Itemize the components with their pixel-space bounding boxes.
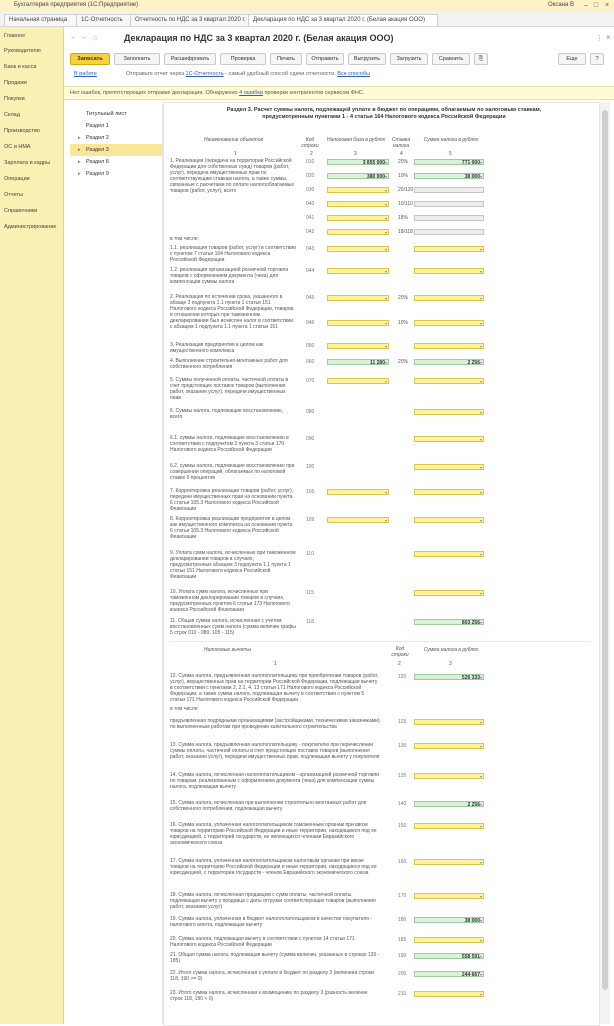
tax-amount-field[interactable] [414,215,484,221]
nav-item-label: Раздел 8 [86,159,109,165]
row-code: 070 [306,378,315,384]
nav-item-label: Раздел 9 [86,171,109,177]
dropdown-arrow-icon[interactable]: ▾ [479,269,482,274]
col-tax-header: Сумма налога в рублях [423,137,479,143]
tab-vat-declaration[interactable]: Декларация по НДС за 3 квартал 2020 г. (Белая акация ООО) [248,14,438,26]
dropdown-arrow-icon[interactable]: ▾ [479,518,482,523]
deduction-label: 22. Итого сумма налога, исчисленная к уплате в бюджет по разделу 3 (величина строки 118, 190 >= 0) [170,970,374,982]
row-label: 10. Уплата сумм налога, исчисленных при таможенном декларировании товаров в случаях, предусмотренных пунктом 6 статьи 173 Налогового кодекса Российской Федерации [170,589,290,611]
tax-base-field[interactable] [327,320,389,326]
input-value: 771 000 [461,160,480,166]
deduction-amount-field[interactable] [414,937,484,943]
deduction-code: 210 [398,991,407,997]
row-label: 1.1. реализация товаров (работ, услуг) в соответствии с пунктом 7 статьи 164 Налогового кодекса Российской Федерации [170,245,296,263]
dropdown-arrow-icon[interactable]: ▾ [479,296,482,301]
row-code: 110 [306,551,314,557]
dropdown-arrow-icon[interactable]: ▾ [479,247,482,252]
deduction-amount-field[interactable] [414,743,484,749]
deduction-amount-field[interactable] [414,991,484,997]
ded-num-2: 2 [398,661,401,667]
row-label: 6.2. суммы налога, подлежащие восстановлению при совершении операций, облагаемых по налоговой ставке 0 процентов [170,463,295,481]
expand-arrow-icon[interactable]: ▸ [78,135,81,141]
scroll-thumb[interactable] [602,110,608,990]
deduction-code: 180 [398,917,407,923]
row-rate: 20% [398,159,409,165]
row-rate: 20% [398,295,409,301]
save-button[interactable]: Записать [70,53,110,65]
dropdown-arrow-icon[interactable]: ▾ [384,202,387,207]
error-banner [64,86,614,100]
deduction-code: 125 [398,719,407,725]
send-note-tail: - самый удобный способ сдачи отчетности. [225,71,336,77]
nav-item-1[interactable] [70,120,162,132]
dropdown-arrow-icon[interactable]: ▾ [384,269,387,274]
dropdown-arrow-icon[interactable]: ▾ [479,160,482,165]
tax-base-field[interactable] [327,378,389,384]
tax-base-field[interactable] [327,343,389,349]
close-icon[interactable]: × [604,2,610,9]
tax-amount-field[interactable] [414,590,484,596]
send-note: Отправьте отчет через [126,71,184,77]
deduction-code: 200 [398,971,407,977]
sidebar [0,27,64,1024]
nav-item-4[interactable] [70,156,162,168]
row-label: 3. Реализация предприятия в целом как имущественного комплекса [170,342,264,354]
tab-bar [0,12,614,27]
dropdown-arrow-icon[interactable]: ▾ [479,437,482,442]
deduction-code: 120 [398,674,407,680]
tax-amount-field [414,173,484,179]
row-label: 1.2. реализация организацией розничной торговли товаров с оформлением документа (чека) для компенсации суммы налога [170,267,289,285]
decode-button[interactable]: Расшифровать [164,53,216,65]
deduction-amount-field [414,971,484,977]
expand-arrow-icon[interactable]: ▸ [78,171,81,177]
deduction-label: 17. Сумма налога, уплаченная налогоплательщиком налоговым органам при ввозе товаров на территорию Российской Федерации и иные территории, находящиеся под ее юрисдикцией, с территории государств - членов Евразийского экономического союза [170,858,377,876]
row-label: 6. Суммы налога, подлежащие восстановлению, всего [170,408,284,420]
dropdown-arrow-icon[interactable]: ▾ [479,918,482,923]
sidebar-item-3[interactable]: Продажи [4,80,27,86]
input-value: 38 000 [464,918,480,924]
sidebar-item-7[interactable]: ОС и НМА [4,144,31,150]
print-button[interactable]: Печать [270,53,302,65]
reporting-service-link[interactable]: 1С-Отчетность [185,71,224,77]
tax-base-field[interactable] [327,187,389,193]
maximize-icon[interactable]: □ [593,2,599,9]
row-label: 5. Суммы полученной оплаты, частичной оплаты в счет предстоящих поставок товаров (выполнения работ, оказания услуг), передачи имущественных прав [170,377,289,399]
row-code: 050 [306,343,315,349]
tab-home[interactable]: Начальная страница [4,14,80,26]
dropdown-arrow-icon[interactable]: ▾ [479,972,482,977]
dropdown-arrow-icon[interactable]: ▾ [479,675,482,680]
dropdown-arrow-icon[interactable]: ▾ [479,591,482,596]
row-label: 8. Корректировка реализации предприятия в целом как имущественного комплекса на основании пункта 6 статьи 105.3 Налогового кодекса Российской Федерации [170,516,293,538]
error-tail: проверки контрагентов сервисом ФНС. [264,90,365,96]
error-text: Нет ошибок, препятствующих отправке декларации. Обнаружено [70,90,238,96]
compare-button[interactable]: Сравнить [432,53,470,65]
tax-amount-field[interactable] [414,295,484,301]
col-num-5: 5 [449,151,452,157]
dropdown-arrow-icon[interactable]: ▾ [384,379,387,384]
tax-amount-field[interactable] [414,489,484,495]
deduction-code: 160 [398,859,407,865]
deduction-label: 20. Сумма налога, подлежащая вычету в соответствии с пунктом 14 статьи 171 Налогового кодекса Российской Федерации [170,936,355,948]
ded-col-1-header: Налоговые вычеты [204,647,252,653]
deduction-amount-field[interactable] [414,893,484,899]
row-code: 100 [306,464,315,470]
input-value: 558 591 [461,954,480,960]
col-num-2: 2 [310,151,313,157]
input-value: 803 256 [461,620,480,626]
deduction-amount-field[interactable] [414,823,484,829]
deduction-label: 13. Сумма налога, предъявленная налогоплательщику - покупателю при перечислении суммы оплаты, частичной оплаты в счет предстоящих поставок товаров (выполнения работ, оказания услуг), передачи имущественных прав, подлежащая вычету у покупателя [170,742,380,760]
nav-item-3[interactable] [70,144,162,156]
deduction-label: 12. Сумма налога, предъявленная налогоплательщику при приобретении товаров (работ, услуг), имущественных прав на территории Российской Федерации, подлежащая вычету в соответствии с пунктами 2, 2.1, 4, 13 статьи 171 Налогового кодекса Российской Федерации, а также сумма налога, подлежащая вычету в соответствии с пунктом 5 статьи 171 Налогового кодекса Российской Федерации [170,673,379,703]
tab-1c-reporting[interactable]: 1С-Отчетность [76,14,134,26]
row-rate: 10/110 [398,201,413,207]
dropdown-arrow-icon[interactable]: ▾ [479,992,482,997]
row-label: 11. Общая сумма налога, исчисленная с учетом восстановленных сумм налога (сумма величин графы 5 строк 010 - 080, 105 - 115) [170,618,296,636]
tax-base-field[interactable] [327,268,389,274]
row-code: 041 [306,215,315,221]
input-value: 380 000 [366,174,385,180]
dropdown-arrow-icon[interactable]: ▾ [384,490,387,495]
tax-base-field[interactable] [327,489,389,495]
tax-base-field [327,159,389,165]
app-title: Бухгалтерия предприятия (1С:Предприятие) [14,2,139,8]
expand-arrow-icon[interactable]: ▸ [78,159,81,165]
deduction-label: 16. Сумма налога, уплаченная налогоплательщиком таможенным органам при ввозе товаров на территорию Российской Федерации и иные территории, находящиеся под ее юрисдикцией, с территорий государств, не являющихся членами Евразийского экономического союза [170,822,377,846]
ded-col-3-header: Сумма налога в рублях [423,647,479,653]
tax-amount-field[interactable] [414,551,484,557]
dropdown-arrow-icon[interactable]: ▾ [479,954,482,959]
tax-base-field [327,359,389,365]
dropdown-arrow-icon[interactable]: ▾ [479,344,482,349]
row-rate: 20/120 [398,187,414,193]
dropdown-arrow-icon[interactable]: ▾ [479,620,482,625]
row-rate: 20% [398,359,409,365]
more-button[interactable]: Еще [558,53,586,65]
tax-amount-field[interactable] [414,187,484,193]
row-code: 060 [306,359,315,365]
tax-amount-field[interactable] [414,246,484,252]
tax-amount-field[interactable] [414,517,484,523]
row-code: 042 [306,229,315,235]
link-icon[interactable]: ⋮ [596,35,603,42]
dropdown-arrow-icon[interactable]: ▾ [479,379,482,384]
row-code: 044 [306,268,315,274]
dropdown-arrow-icon[interactable]: ▾ [479,552,482,557]
nav-item-0[interactable] [70,108,162,120]
input-value: 11 280 [369,360,385,366]
tax-base-field[interactable] [327,517,389,523]
row-code: 080 [306,409,315,415]
help-button[interactable]: ? [590,53,604,65]
deduction-amount-field[interactable] [414,719,484,725]
tax-base-field[interactable] [327,215,389,221]
section-title: Раздел 3. Расчет суммы налога, подлежащей уплате в бюджет по операциям, облагаемым по налоговым ставкам, предусмотренным пунктами 1 - 4 статьи 164 Налогового кодекса Российской Федерации [226,107,542,120]
row-label: 9. Уплата сумм налога, исчисленных при таможенном декларировании товаров в случаях, предусмотренных абзацем 3 подпункта 1.1 пункта 1 статьи 151 Налогового кодекса Российской Федерации [170,550,296,578]
dropdown-arrow-icon[interactable]: ▾ [384,188,387,193]
ded-col-2-header: Код строки [391,646,409,658]
dropdown-arrow-icon[interactable]: ▾ [384,344,387,349]
ded-num-1: 1 [274,661,277,667]
input-value: 244 667 [461,972,480,978]
row-rate: 10% [398,320,409,326]
nav-item-2[interactable] [70,132,162,144]
sidebar-item-9[interactable]: Операции [4,176,30,182]
sidebar-item-1[interactable]: Руководителю [4,48,41,54]
dropdown-arrow-icon[interactable]: ▾ [479,410,482,415]
deduction-amount-field[interactable] [414,859,484,865]
dropdown-arrow-icon[interactable]: ▾ [384,518,387,523]
tax-amount-field[interactable] [414,229,484,235]
row-code: 043 [306,246,315,252]
deduction-label: 23. Итого сумма налога, исчисленная к возмещению по разделу 3 (разность величин строк 118, 190 < 0) [170,990,368,1002]
dropdown-arrow-icon[interactable]: ▾ [384,321,387,326]
export-button[interactable]: Выгрузить [348,53,386,65]
tax-amount-field [414,619,484,625]
send-button[interactable]: Отправить [306,53,344,65]
row-code: 030 [306,187,315,193]
row-code: 115 [306,590,314,596]
tab-vat-reporting[interactable]: Отчетность по НДС за 3 квартал 2020 г. [130,14,252,26]
row-code: 020 [306,173,315,179]
fill-button[interactable]: Заполнить [114,53,160,65]
nav-item-label: Раздел 2 [86,135,109,141]
row-code: 118 [306,619,314,625]
deduction-amount-field[interactable] [414,773,484,779]
sidebar-item-5[interactable]: Склад [4,112,20,118]
row-code: 109 [306,517,315,523]
col-base-header: Налоговая база в рублях [326,137,386,143]
deduction-code: 190 [398,953,407,959]
tax-amount-field[interactable] [414,320,484,326]
dropdown-arrow-icon[interactable]: ▾ [479,824,482,829]
sidebar-item-4[interactable]: Покупки [4,96,25,102]
status-link[interactable]: В работе [74,71,97,77]
errors-link[interactable]: 4 ошибки [239,90,263,96]
vertical-scrollbar[interactable] [600,102,610,1024]
deduction-label: в том числе: [170,706,199,712]
tax-amount-field [414,359,484,365]
row-code: 046 [306,320,315,326]
dropdown-arrow-icon[interactable]: ▾ [479,860,482,865]
deduction-amount-field [414,917,484,923]
sidebar-item-0[interactable]: Главное [4,33,26,39]
back-arrow-icon[interactable]: ← [70,34,77,41]
dropdown-arrow-icon[interactable]: ▾ [479,774,482,779]
row-code: 090 [306,436,315,442]
import-button[interactable]: Загрузить [390,53,428,65]
sidebar-item-8[interactable]: Зарплата и кадры [4,160,51,166]
tax-amount-field[interactable] [414,436,484,442]
row-label: 6.1. суммы налога, подлежащие восстановлению в соответствии с подпунктом 3 пункта 3 статьи 170 Налогового кодекса Российской Федерации [170,435,289,453]
dropdown-arrow-icon[interactable]: ▾ [479,894,482,899]
ded-num-3: 3 [449,661,452,667]
sidebar-item-6[interactable]: Производство [4,128,40,134]
deduction-code: 135 [398,773,407,779]
all-methods-link[interactable]: Все способы [337,71,370,77]
deduction-code: 170 [398,893,407,899]
forward-arrow-icon[interactable]: → [80,34,87,41]
tax-amount-field[interactable] [414,268,484,274]
dropdown-arrow-icon[interactable]: ▾ [479,360,482,365]
nav-item-label: Раздел 3 [86,147,109,153]
tax-amount-field[interactable] [414,201,484,207]
tax-amount-field[interactable] [414,378,484,384]
row-code: 040 [306,201,315,207]
deduction-label: 15. Сумма налога, исчисленная при выполнении строительно-монтажных работ для собственного потребления, подлежащая вычету [170,800,367,812]
deduction-code: 140 [398,801,407,807]
sidebar-item-11[interactable]: Справочники [4,208,38,214]
deduction-label: 21. Общая сумма налога, подлежащая вычету (сумма величин, указанных в строках 120 - 185) [170,952,380,964]
nav-item-label: Раздел 1 [86,123,109,129]
input-value: 3 855 000 [362,160,385,166]
dropdown-arrow-icon[interactable]: ▾ [479,174,482,179]
dropdown-arrow-icon[interactable]: ▾ [479,744,482,749]
input-value: 2 256 [467,802,480,808]
declaration-form [163,102,600,1026]
user-name[interactable]: Оксана В [548,2,575,8]
tax-base-field[interactable] [327,246,389,252]
dropdown-arrow-icon[interactable]: ▾ [479,938,482,943]
sidebar-item-12[interactable]: Администрирование [4,224,57,230]
minimize-icon[interactable]: – [584,2,588,9]
sidebar-item-10[interactable]: Отчеты [4,192,24,198]
deduction-code: 130 [398,743,407,749]
row-label: 2. Реализация по истечении срока, указанного в абзаце 3 подпункта 1.1 пункта 1 статьи 151 Налогового кодекса Российской Федерации, товаров, в отношении которых при таможенном декларировании был исчислен налог в соответствии с абзацем 1 подпункта 1.1 пункта 1 статьи 151 [170,294,295,330]
section-nav [70,104,163,1024]
row-label: в том числе: [170,236,199,242]
deduction-amount-field [414,674,484,680]
dropdown-arrow-icon[interactable]: ▾ [384,296,387,301]
page-title: Декларация по НДС за 3 квартал 2020 г. (Белая акация ООО) [124,33,394,43]
deduction-code: 185 [398,937,407,943]
dropdown-arrow-icon[interactable]: ▾ [479,802,482,807]
tax-amount-field [414,159,484,165]
tax-amount-field[interactable] [414,343,484,349]
col-rate-header: Ставка налога [391,137,411,149]
nav-item-label: Титульный лист [86,111,127,117]
dropdown-arrow-icon[interactable]: ▾ [384,247,387,252]
input-value: 38 000 [464,174,480,180]
deduction-label: предъявленная подрядными организациями (застройщиками, техническими заказчиками) по выполненным работам при проведении капитального строительства [170,718,380,730]
dropdown-arrow-icon[interactable]: ▾ [479,321,482,326]
expand-arrow-icon[interactable]: ▸ [78,147,81,153]
deduction-amount-field [414,953,484,959]
col-num-4: 4 [400,151,403,157]
section-divider [170,641,590,642]
col-code-header: Код строки [301,137,319,149]
attach-icon[interactable]: ⎘ [474,53,488,65]
deduction-code: 150 [398,823,407,829]
dropdown-arrow-icon[interactable]: ▾ [384,160,387,165]
tax-base-field[interactable] [327,201,389,207]
tax-base-field[interactable] [327,295,389,301]
dropdown-arrow-icon[interactable]: ▾ [479,465,482,470]
dropdown-arrow-icon[interactable]: ▾ [384,174,387,179]
tax-base-field [327,173,389,179]
row-rate: 10% [398,173,409,179]
deduction-label: 14. Сумма налога, исчисленная налогоплательщиком - организацией розничной торговли по товарам, реализованным с оформлением документа (чека) для компенсации суммы налога, подлежащая вычету [170,772,380,790]
deduction-label: 19. Сумма налога, уплаченная в бюджет налогоплательщиком в качестве покупателя - налогового агента, подлежащая вычету [170,916,373,928]
dropdown-arrow-icon[interactable]: ▾ [479,720,482,725]
tax-amount-field[interactable] [414,409,484,415]
input-value: 2 256 [467,360,480,366]
form-close-icon[interactable]: × [606,33,611,42]
dropdown-arrow-icon[interactable]: ▾ [384,216,387,221]
check-button[interactable]: Проверка [220,53,266,65]
row-label: 1. Реализация (передача на территории Российской Федерации для собственных нужд) товаров (работ, услуг), передача имущественных прав по соответствующим ставкам налога, а также суммы, связанные с расчетами по оплате налогооблагаемых товаров (работ, услуг), всего [170,158,294,194]
favorite-star-icon[interactable]: ☆ [92,35,99,42]
dropdown-arrow-icon[interactable]: ▾ [384,230,387,235]
deduction-amount-field [414,801,484,807]
row-rate: 18/118 [398,229,413,235]
tax-base-field[interactable] [327,229,389,235]
row-code: 105 [306,489,315,495]
row-code: 045 [306,295,315,301]
dropdown-arrow-icon[interactable]: ▾ [479,490,482,495]
nav-item-5[interactable] [70,168,162,180]
sidebar-item-2[interactable]: Банк и касса [4,64,37,70]
col-num-3: 3 [354,151,357,157]
row-label: 4. Выполнение строительно-монтажных работ для собственного потребления [170,358,288,370]
row-label: 7. Корректировка реализации товаров (работ, услуг), передачи имущественных прав на основании пункта 6 статьи 105.3 Налогового кодекса Российской Федерации [170,488,294,510]
tax-amount-field[interactable] [414,464,484,470]
row-rate: 18% [398,215,409,221]
col-objects-header: Наименование объектов [204,137,264,143]
dropdown-arrow-icon[interactable]: ▾ [384,360,387,365]
row-code: 010 [306,159,315,165]
deduction-label: 18. Сумма налога, исчисленная продавцом с сумм оплаты, частичной оплаты, подлежащая вычету у продавца с даты отгрузки соответствующих товаров (выполнения работ, оказания услуг) [170,892,376,910]
input-value: 526 333 [461,675,480,681]
col-num-1: 1 [234,151,237,157]
